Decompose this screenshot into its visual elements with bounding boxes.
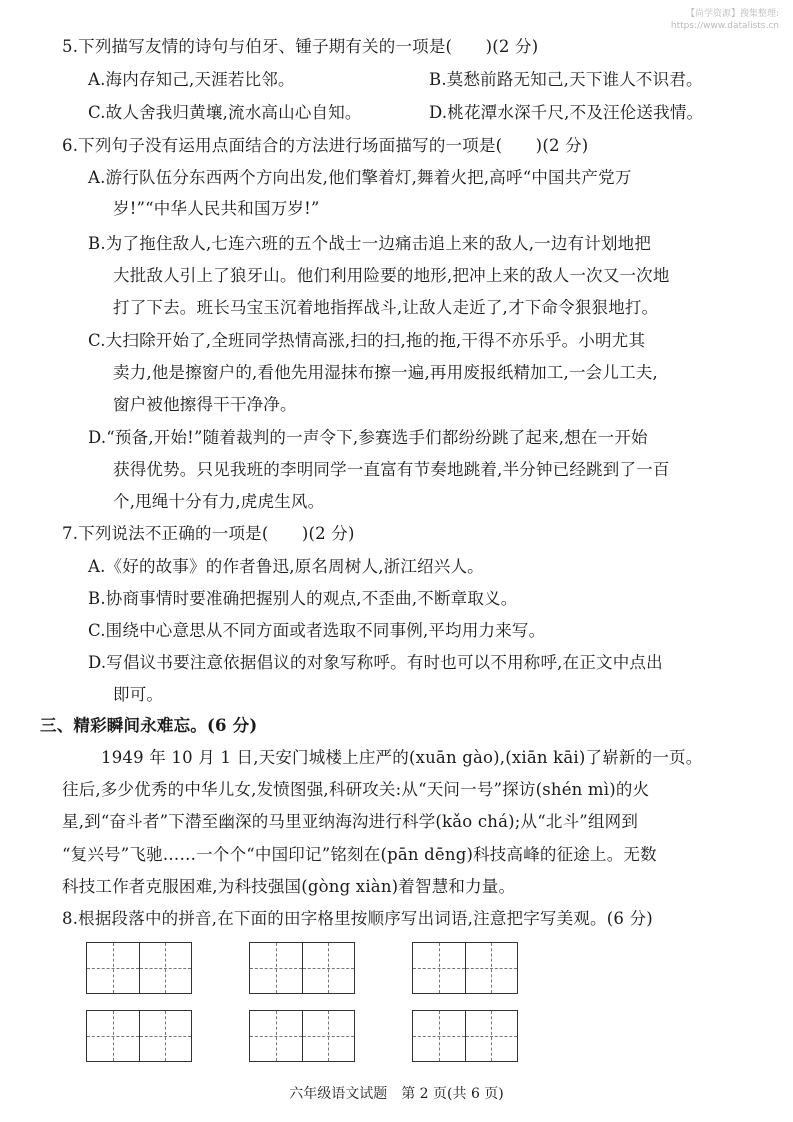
tianzige-cell[interactable] [303, 1011, 355, 1061]
passage-line-5: 科技工作者克服困难,为科技强国(gòng xiàn)着智慧和力量。 [62, 877, 516, 896]
tianzige-cell[interactable] [413, 1011, 466, 1061]
tianzige-cell[interactable] [140, 1011, 192, 1061]
q6-option-c-line-2: 卖力,他是擦窗户的,看他先用湿抹布擦一遍,再用废报纸精加工,一会儿工夫, [113, 363, 658, 382]
tianzige-cell[interactable] [466, 1011, 518, 1061]
q5-stem: 5.下列描写友情的诗句与伯牙、锺子期有关的一项是( )(2 分) [62, 37, 539, 56]
watermark [671, 8, 779, 32]
q7-option-a: A.《好的故事》的作者鲁迅,原名周树人,浙江绍兴人。 [88, 557, 484, 576]
tianzige-box-2[interactable] [249, 942, 355, 994]
q5-option-d: D.桃花潭水深千尺,不及汪伦送我情。 [429, 103, 704, 122]
tianzige-cell[interactable] [140, 943, 192, 993]
q6-option-d-line-3: 个,甩绳十分有力,虎虎生风。 [113, 492, 325, 511]
tianzige-cell[interactable] [87, 1011, 140, 1061]
q7-option-c: C.围绕中心意思从不同方面或者选取不同事例,平均用力来写。 [88, 621, 546, 640]
q6-option-b-line-3: 打了下去。班长马宝玉沉着地指挥战斗,让敌人走近了,才下命令狠狠地打。 [113, 298, 659, 317]
q6-option-b-line-1: B.为了拖住敌人,七连六班的五个战士一边痛击追上来的敌人,一边有计划地把 [88, 234, 652, 253]
page-footer: 六年级语文试题 第 2 页(共 6 页) [289, 1086, 504, 1102]
q6-stem: 6.下列句子没有运用点面结合的方法进行场面描写的一项是( )(2 分) [62, 136, 589, 155]
passage-line-3: 星,到“奋斗者”下潜至幽深的马里亚纳海沟进行科学(kǎo chá);从“北斗”组网到 [62, 812, 639, 831]
q6-option-c-line-3: 窗户被他擦得干干净净。 [113, 395, 297, 414]
q6-option-b-line-2: 大批敌人引上了狼牙山。他们利用险要的地形,把冲上来的敌人一次又一次地 [113, 266, 670, 285]
q7-option-d-line-1: D.写倡议书要注意依据倡议的对象写称呼。有时也可以不用称呼,在正文中点出 [88, 653, 663, 672]
q8-stem: 8.根据段落中的拼音,在下面的田字格里按顺序写出词语,注意把字写美观。(6 分) [62, 909, 653, 928]
q6-option-c-line-1: C.大扫除开始了,全班同学热情高涨,扫的扫,拖的拖,干得不亦乐乎。小明尤其 [88, 331, 646, 350]
q7-stem: 7.下列说法不正确的一项是( )(2 分) [62, 524, 355, 543]
tianzige-box-4[interactable] [86, 1010, 192, 1062]
watermark-line-1: 【尚学资源】搜集整理: [685, 9, 779, 19]
passage-line-2: 往后,多少优秀的中华儿女,发愤图强,科研攻关:从“天问一号”探访(shén mì)的火 [62, 780, 650, 799]
q6-option-a-line-1: A.游行队伍分东西两个方向出发,他们擎着灯,舞着火把,高呼“中国共产党万 [88, 168, 632, 187]
tianzige-cell[interactable] [303, 943, 355, 993]
q7-option-b: B.协商事情时要准确把握别人的观点,不歪曲,不断章取义。 [88, 589, 518, 608]
q5-option-b: B.莫愁前路无知己,天下谁人不识君。 [429, 70, 703, 89]
watermark-line-2: https://www.datalists.cn [670, 21, 779, 31]
tianzige-cell[interactable] [413, 943, 466, 993]
tianzige-cell[interactable] [466, 943, 518, 993]
tianzige-cell[interactable] [87, 943, 140, 993]
tianzige-box-5[interactable] [249, 1010, 355, 1062]
q5-option-c: C.故人舍我归黄壤,流水高山心自知。 [88, 103, 362, 122]
tianzige-box-3[interactable] [412, 942, 518, 994]
passage-line-1: 1949 年 10 月 1 日,天安门城楼上庄严的(xuān gào),(xiān kāi)了崭新的一页。 [101, 748, 703, 767]
q6-option-a-line-2: 岁!”“中华人民共和国万岁!” [113, 199, 320, 218]
q6-option-d-line-1: D.“预备,开始!”随着裁判的一声令下,参赛选手们都纷纷跳了起来,想在一开始 [88, 428, 648, 447]
q5-option-a: A.海内存知己,天涯若比邻。 [88, 70, 295, 89]
q7-option-d-line-2: 即可。 [113, 685, 164, 704]
tianzige-box-6[interactable] [412, 1010, 518, 1062]
passage-line-4: “复兴号”飞驰……一个个“中国印记”铭刻在(pān dēng)科技高峰的征途上。无数 [62, 845, 657, 864]
tianzige-cell[interactable] [250, 1011, 303, 1061]
tianzige-cell[interactable] [250, 943, 303, 993]
section-3-title: 三、精彩瞬间永难忘。(6 分) [40, 716, 258, 735]
tianzige-box-1[interactable] [86, 942, 192, 994]
q6-option-d-line-2: 获得优势。只见我班的李明同学一直富有节奏地跳着,半分钟已经跳到了一百 [113, 460, 670, 479]
